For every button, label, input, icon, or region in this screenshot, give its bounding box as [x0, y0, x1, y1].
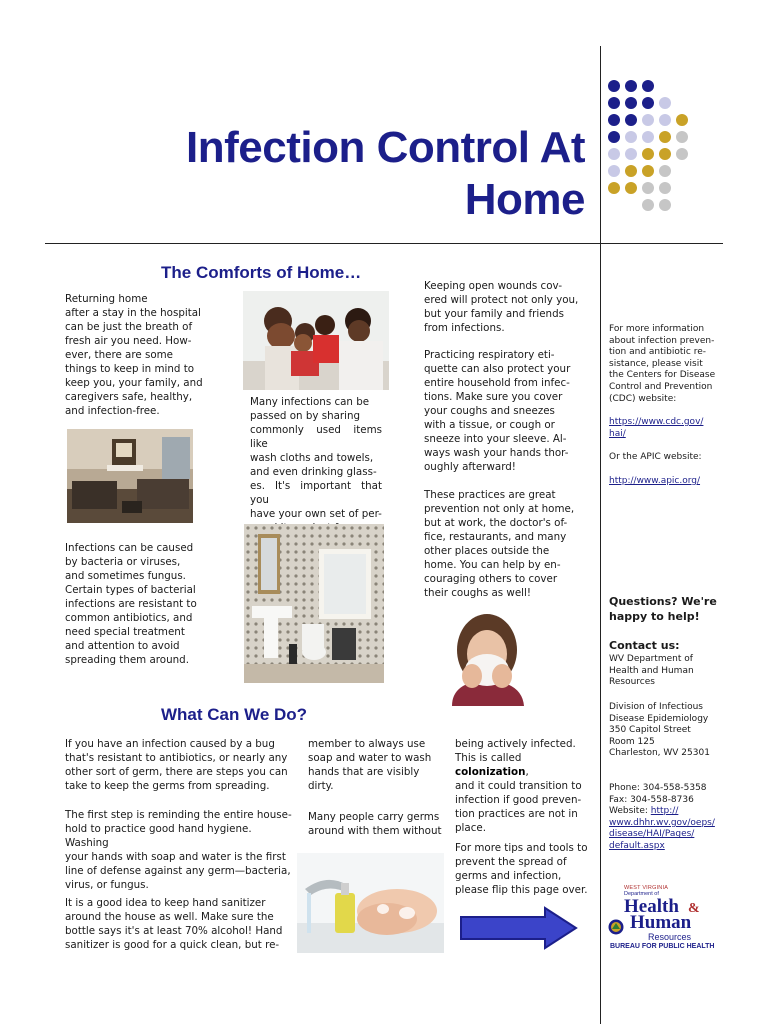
text-line: can be just the breath of [65, 321, 193, 333]
text-line: with a tissue, or cough or [424, 419, 555, 431]
questions-text [609, 594, 724, 624]
title-line-1: Infection Control At [186, 123, 585, 172]
etiquette-paragraph [424, 348, 584, 474]
logo-resources: Resources [648, 932, 692, 942]
carry-germs-paragraph [308, 810, 443, 838]
text-line: that's resistant to antibiotics, or nearly any [65, 752, 288, 764]
decorative-dot [659, 182, 671, 194]
text-line: couraging others to cover [424, 573, 558, 585]
text-line: after a stay in the hospital [65, 307, 201, 319]
decorative-dot [608, 97, 620, 109]
text-line: Infections can be caused [65, 542, 194, 554]
decorative-dot [608, 80, 620, 92]
text-line: around the house as well. Make sure the [65, 911, 274, 923]
text-line: and even drinking glass- [250, 466, 377, 478]
decorative-dot [642, 80, 654, 92]
decorative-dot [642, 148, 654, 160]
colonization-paragraph [455, 737, 595, 835]
text-line: Division of Infectious [609, 702, 703, 712]
division-address [609, 702, 724, 760]
text-line [455, 751, 595, 779]
logo-health: Health [624, 896, 679, 917]
text-line: tion and antibiotic re- [609, 347, 706, 358]
text-line: These practices are great [424, 489, 556, 501]
decorative-dot [625, 165, 637, 177]
text-line: Many people carry germs [308, 811, 440, 823]
text-line: quette can also protect your [424, 363, 571, 375]
text-line: fice, restaurants, and many [424, 531, 567, 543]
text-line: other sort of germ, there are steps you can [65, 766, 288, 778]
text-line: Health and Human [609, 665, 694, 676]
text-line: For more information [609, 324, 705, 334]
text-line: member to always use [308, 738, 426, 750]
text-line: ways wash your hands thor- [424, 447, 569, 459]
text-line: ever, there are some [65, 349, 174, 361]
cdc-link-line[interactable]: hai/ [609, 428, 626, 439]
text-line: soap and water to wash [308, 752, 432, 764]
fax-number: Fax: 304-558-8736 [609, 794, 694, 805]
decorative-dot [642, 97, 654, 109]
bathroom-photo [244, 524, 384, 683]
text-line: Practicing respiratory eti- [424, 349, 555, 361]
causes-paragraph [65, 541, 215, 667]
decorative-dot [642, 182, 654, 194]
text-line: please flip this page over. [455, 884, 588, 896]
text-span: , [525, 766, 529, 778]
website-link[interactable]: disease/HAI/Pages/ [609, 829, 695, 840]
website-link[interactable]: http:// [650, 806, 679, 817]
decorative-dot [676, 131, 688, 143]
decorative-dot [659, 148, 671, 160]
decorative-dot [659, 165, 671, 177]
text-line: commonly used items like [250, 424, 382, 450]
decorative-dot [608, 148, 620, 160]
dhhr-logo [608, 885, 723, 955]
text-line: home. You can help by en- [424, 559, 561, 571]
logo-dept: Department of [624, 891, 659, 897]
text-line: Questions? We're [609, 595, 717, 608]
sanitizer-paragraph [65, 896, 295, 952]
text-line: es. It's important that you [250, 480, 382, 506]
decorative-dot [659, 97, 671, 109]
text-line: prevent the spread of [455, 856, 567, 868]
text-line: tions. Make sure you cover [424, 391, 563, 403]
text-line: keep you, your family, and [65, 377, 203, 389]
decorative-dot [625, 97, 637, 109]
text-line: but your family and friends [424, 308, 564, 320]
dept-name [609, 654, 724, 689]
text-line: ered will protect not only you, [424, 294, 579, 306]
decorative-dot [625, 80, 637, 92]
decorative-dot [642, 114, 654, 126]
apic-link-anchor[interactable]: http://www.apic.org/ [609, 476, 701, 486]
colonization-term: colonization [455, 766, 526, 778]
text-line: hold to practice good hand hygiene. Washing [65, 823, 252, 849]
text-line: need special treatment [65, 626, 185, 638]
wv-seal-icon [608, 919, 624, 935]
text-line: (CDC) website: [609, 393, 677, 404]
text-line: tion practices are not in [455, 808, 578, 820]
intro-paragraph [65, 292, 215, 418]
decorative-dot [608, 165, 620, 177]
text-line: virus, or fungus. [65, 879, 149, 891]
decorative-dot [659, 131, 671, 143]
page-title [186, 122, 585, 226]
text-line: Keeping open wounds cov- [424, 280, 563, 292]
text-line: bottle says it's at least 70% alcohol! Hand [65, 925, 283, 937]
section-heading-comforts: The Comforts of Home… [161, 263, 362, 282]
text-line: Charleston, WV 25301 [609, 748, 710, 759]
decorative-dot [625, 114, 637, 126]
sneezing-woman-photo [442, 610, 534, 706]
text-line: and attention to avoid [65, 640, 180, 652]
text-span: This is called [455, 752, 522, 764]
text-line: 350 Capitol Street [609, 725, 691, 736]
living-room-photo [67, 429, 193, 523]
text-line: Many infections can be [250, 396, 370, 408]
logo-human: Human [630, 912, 692, 933]
vertical-divider [600, 46, 601, 1024]
decorative-dot [625, 182, 637, 194]
text-line: take to keep the germs from spreading. [65, 780, 270, 792]
text-line: by bacteria or viruses, [65, 556, 181, 568]
phone-number: Phone: 304-558-5358 [609, 783, 707, 793]
website-label: Website: [609, 806, 651, 817]
family-photo [243, 291, 389, 390]
cdc-link-line[interactable]: https://www.cdc.gov/ [609, 417, 704, 427]
text-line: infection if good preven- [455, 794, 582, 806]
text-line: and infection-free. [65, 405, 160, 417]
text-line: sanitizer is good for a quick clean, but re- [65, 939, 280, 951]
text-line: your coughs and sneezes [424, 405, 555, 417]
text-line: about infection preven- [609, 335, 715, 346]
text-line: the Centers for Disease [609, 370, 716, 381]
decorative-dot [608, 182, 620, 194]
section-heading-what-can-we-do: What Can We Do? [161, 705, 308, 724]
text-line: and sometimes fungus. [65, 570, 186, 582]
decorative-dot [642, 199, 654, 211]
text-line: sneeze into your sleeve. Al- [424, 433, 567, 445]
text-line: sistance, please visit [609, 358, 703, 369]
decorative-dot [625, 148, 637, 160]
text-line: and it could transition to [455, 780, 582, 792]
sharing-paragraph [250, 395, 382, 535]
decorative-dot [608, 114, 620, 126]
text-line: other places outside the [424, 545, 550, 557]
website-link[interactable]: www.dhhr.wv.gov/oeps/ [609, 817, 715, 828]
text-line: your hands with soap and water is the first [65, 851, 286, 863]
text-line: around with them without [308, 825, 442, 837]
text-line: Resources [609, 677, 655, 688]
text-line: Room 125 [609, 736, 655, 747]
website-link[interactable]: default.aspx [609, 840, 665, 851]
wounds-paragraph [424, 279, 584, 335]
hand-hygiene-paragraph [65, 808, 295, 892]
soap-water-paragraph [308, 737, 443, 793]
contact-details [609, 783, 729, 853]
text-line: entire household from infec- [424, 377, 570, 389]
text-line: WV Department of [609, 654, 693, 664]
handwashing-photo [297, 853, 444, 953]
text-line: prevention not only at home, [424, 503, 575, 515]
text-line: their coughs as well! [424, 587, 532, 599]
text-line: have your own set of per- [250, 508, 382, 520]
contact-heading: Contact us: [609, 639, 680, 652]
text-line: passed on by sharing [250, 410, 361, 422]
text-line: Control and Prevention [609, 381, 713, 392]
text-line: Certain types of bacterial [65, 584, 196, 596]
decorative-dot [676, 114, 688, 126]
text-line: being actively infected. [455, 738, 576, 750]
text-line: hands that are visibly [308, 766, 420, 778]
decorative-dot [676, 148, 688, 160]
text-line: from infections. [424, 322, 505, 334]
text-line: happy to help! [609, 610, 700, 623]
logo-ampersand: & [688, 901, 700, 916]
horizontal-divider [45, 243, 723, 244]
text-line: place. [455, 822, 486, 834]
flip-page-arrow-icon [459, 906, 579, 950]
text-line: Disease Epidemiology [609, 713, 709, 724]
text-line: dirty. [308, 780, 334, 792]
text-line: germs and infection, [455, 870, 562, 882]
text-line: things to keep in mind to [65, 363, 195, 375]
decorative-dot [659, 114, 671, 126]
text-line: common antibiotics, and [65, 612, 193, 624]
logo-state: WEST VIRGINIA [624, 885, 669, 891]
text-line: fresh air you need. How- [65, 335, 192, 347]
apic-text: Or the APIC website: [609, 452, 702, 462]
text-line: For more tips and tools to [455, 842, 588, 854]
apic-link[interactable] [609, 476, 700, 488]
text-line: If you have an infection caused by a bug [65, 738, 275, 750]
text-line: Returning home [65, 293, 148, 305]
decorative-dot [608, 131, 620, 143]
decorative-dot-pattern [606, 78, 696, 213]
decorative-dot [659, 199, 671, 211]
logo-bureau: BUREAU FOR PUBLIC HEALTH [610, 943, 715, 950]
text-line: caregivers safe, healthy, [65, 391, 193, 403]
cdc-link[interactable] [609, 417, 719, 440]
text-line: spreading them around. [65, 654, 189, 666]
decorative-dot [642, 131, 654, 143]
title-line-2: Home [464, 175, 585, 224]
decorative-dot [625, 131, 637, 143]
sidebar-info [609, 324, 719, 405]
text-line: but at work, the doctor's of- [424, 517, 568, 529]
text-line: line of defense against any germ—bacteria, [65, 865, 291, 877]
more-tips-paragraph [455, 841, 595, 897]
text-line: oughly afterward! [424, 461, 516, 473]
text-line: wash cloths and towels, [250, 452, 374, 464]
text-line: infections are resistant to [65, 598, 197, 610]
decorative-dot [642, 165, 654, 177]
practices-paragraph [424, 488, 584, 600]
text-line: It is a good idea to keep hand sanitizer [65, 897, 266, 909]
steps-intro-paragraph [65, 737, 295, 793]
text-line: The first step is reminding the entire house- [65, 809, 292, 821]
website-line [609, 806, 729, 818]
